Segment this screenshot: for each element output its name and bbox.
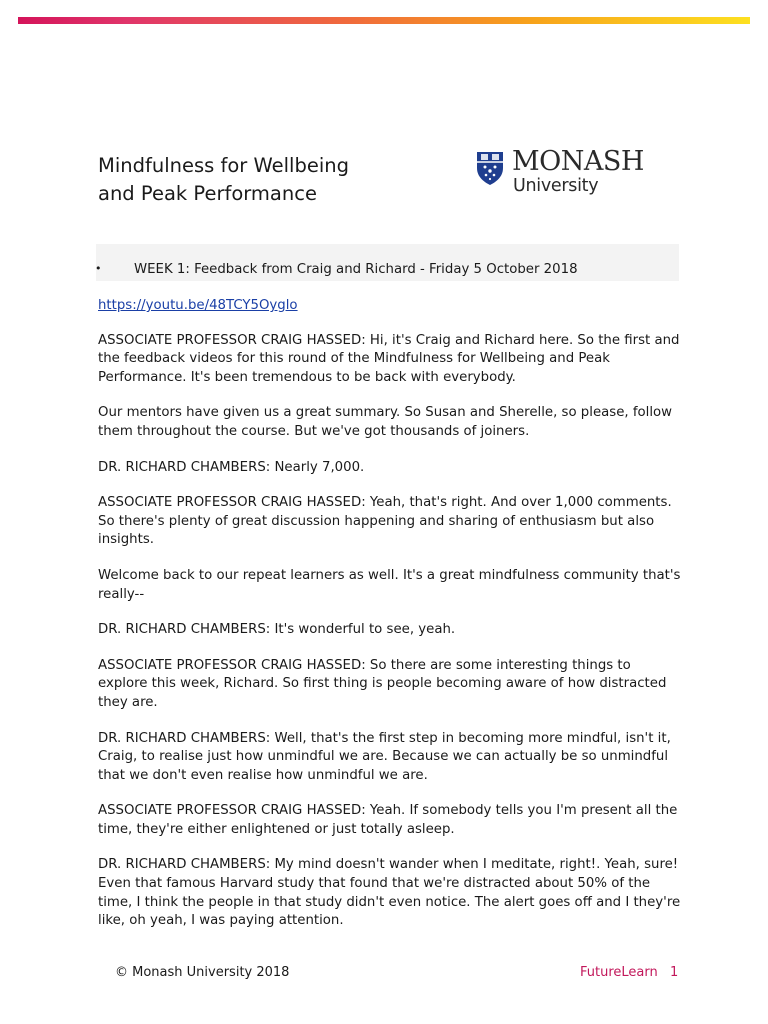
- footer-brand: FutureLearn: [580, 965, 658, 980]
- transcript-paragraph: ASSOCIATE PROFESSOR CRAIG HASSED: Hi, it's Craig and Richard here. So the first and the feedback videos for this round of the Mindfulness for Wellbeing and Peak Performance. It's been tremendous to be back with everybody.: [98, 332, 680, 385]
- transcript-paragraph: Welcome back to our repeat learners as well. It's a great mindfulness community that's really--: [98, 567, 681, 602]
- logo-subtitle: University: [513, 176, 599, 196]
- footer-copyright: © Monash University 2018: [115, 965, 290, 980]
- transcript-paragraph: ASSOCIATE PROFESSOR CRAIG HASSED: Yeah. If somebody tells you I'm present all the time, they're either enlightened or just totally asleep.: [98, 803, 678, 837]
- monash-logo: [475, 148, 655, 202]
- transcript-paragraph: DR. RICHARD CHAMBERS: It's wonderful to see, yeah.: [98, 622, 456, 638]
- transcript-paragraph: ASSOCIATE PROFESSOR CRAIG HASSED: Yeah, that's right. And over 1,000 comments. So there's plenty of great discussion happening and sharing of enthusiasm but also insights.: [98, 495, 672, 548]
- top-accent-bar: [18, 17, 750, 24]
- transcript-body: [98, 297, 683, 948]
- transcript-paragraph: DR. RICHARD CHAMBERS: My mind doesn't wander when I meditate, right!. Yeah, sure! Even that famous Harvard study that found that we're distracted about 50% of the time, I think the people in that study didn't even notice. The alert goes off and I they're like, oh yeah, I was paying attention.: [98, 857, 681, 929]
- logo-wordmark: MONASH: [512, 146, 644, 177]
- video-link-paragraph: [98, 297, 683, 316]
- page-number: 1: [670, 965, 679, 980]
- course-title-line-2: and Peak Performance: [98, 182, 317, 205]
- transcript-paragraph: DR. RICHARD CHAMBERS: Well, that's the first step in becoming more mindful, isn't it, Craig, to realise just how unmindful we are. Because we can actually be so unmindful that we don't even realise how unmindful we are.: [98, 730, 671, 783]
- transcript-paragraph: DR. RICHARD CHAMBERS: Nearly 7,000.: [98, 459, 365, 475]
- video-link[interactable]: https://youtu.be/48TCY5Oyglo: [98, 298, 298, 313]
- course-title: [98, 152, 428, 208]
- transcript-paragraph: ASSOCIATE PROFESSOR CRAIG HASSED: So there are some interesting things to explore this week, Richard. So first thing is people becoming aware of how distracted they are.: [98, 657, 667, 710]
- monash-crest-icon: [475, 150, 505, 186]
- transcript-paragraph: Our mentors have given us a great summary. So Susan and Sherelle, so please, follow them throughout the course. But we've got thousands of joiners.: [98, 405, 673, 439]
- bullet-icon: •: [95, 262, 102, 275]
- week-heading: WEEK 1: Feedback from Craig and Richard - Friday 5 October 2018: [134, 262, 578, 277]
- course-title-line-1: Mindfulness for Wellbeing: [98, 154, 350, 177]
